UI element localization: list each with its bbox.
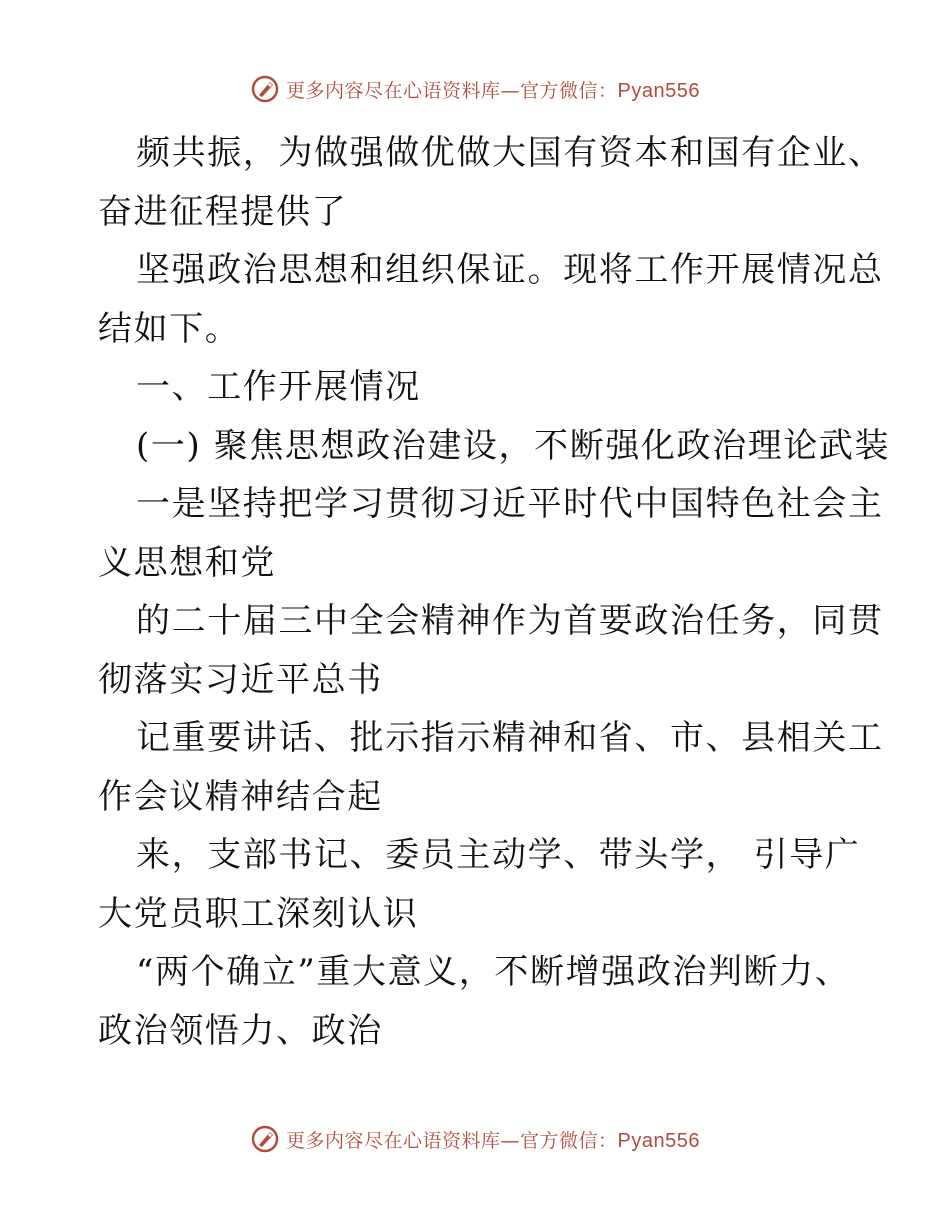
- pen-nib-circle-icon: [250, 1124, 280, 1154]
- pen-nib-circle-icon: [250, 74, 280, 104]
- document-body: [98, 124, 891, 1060]
- paragraph-line: 大党员职工深刻认识: [98, 893, 419, 934]
- paragraph-line: 的二十届三中全会精神作为首要政治任务，同贯: [136, 601, 884, 641]
- paragraph-line: 奋进征程提供了: [98, 191, 348, 232]
- paragraph-line: 彻落实习近平总书: [98, 659, 383, 700]
- paragraph-line: 作会议精神结合起: [98, 776, 383, 817]
- paragraph-line: 义思想和党: [98, 542, 276, 583]
- subsection-heading: (一) 聚焦思想政治建设，不断强化政治理论武装: [136, 425, 891, 466]
- paragraph-line: 坚强政治思想和组织保证。现将工作开展情况总: [136, 250, 884, 290]
- footer-watermark: [0, 1122, 950, 1156]
- watermark-text: 更多内容尽在心语资料库—官方微信：Pyan556: [286, 79, 700, 102]
- paragraph-line: 结如下。: [98, 308, 241, 349]
- paragraph-line: “两个确立”重大意义，不断增强政治判断力、: [136, 952, 851, 992]
- paragraph-line: 记重要讲话、批示指示精神和省、市、县相关工: [136, 718, 884, 758]
- paragraph-line: 一是坚持把学习贯彻习近平时代中国特色社会主: [136, 484, 884, 524]
- paragraph-line: 政治领悟力、政治: [98, 1010, 383, 1051]
- paragraph-line: 来，支部书记、委员主动学、带头学， 引导广: [136, 835, 861, 875]
- watermark-text: 更多内容尽在心语资料库—官方微信：Pyan556: [286, 1129, 700, 1152]
- section-heading: 一、工作开展情况: [136, 367, 421, 407]
- paragraph-line: 频共振，为做强做优做大国有资本和国有企业、: [136, 133, 884, 173]
- header-watermark: [0, 72, 950, 106]
